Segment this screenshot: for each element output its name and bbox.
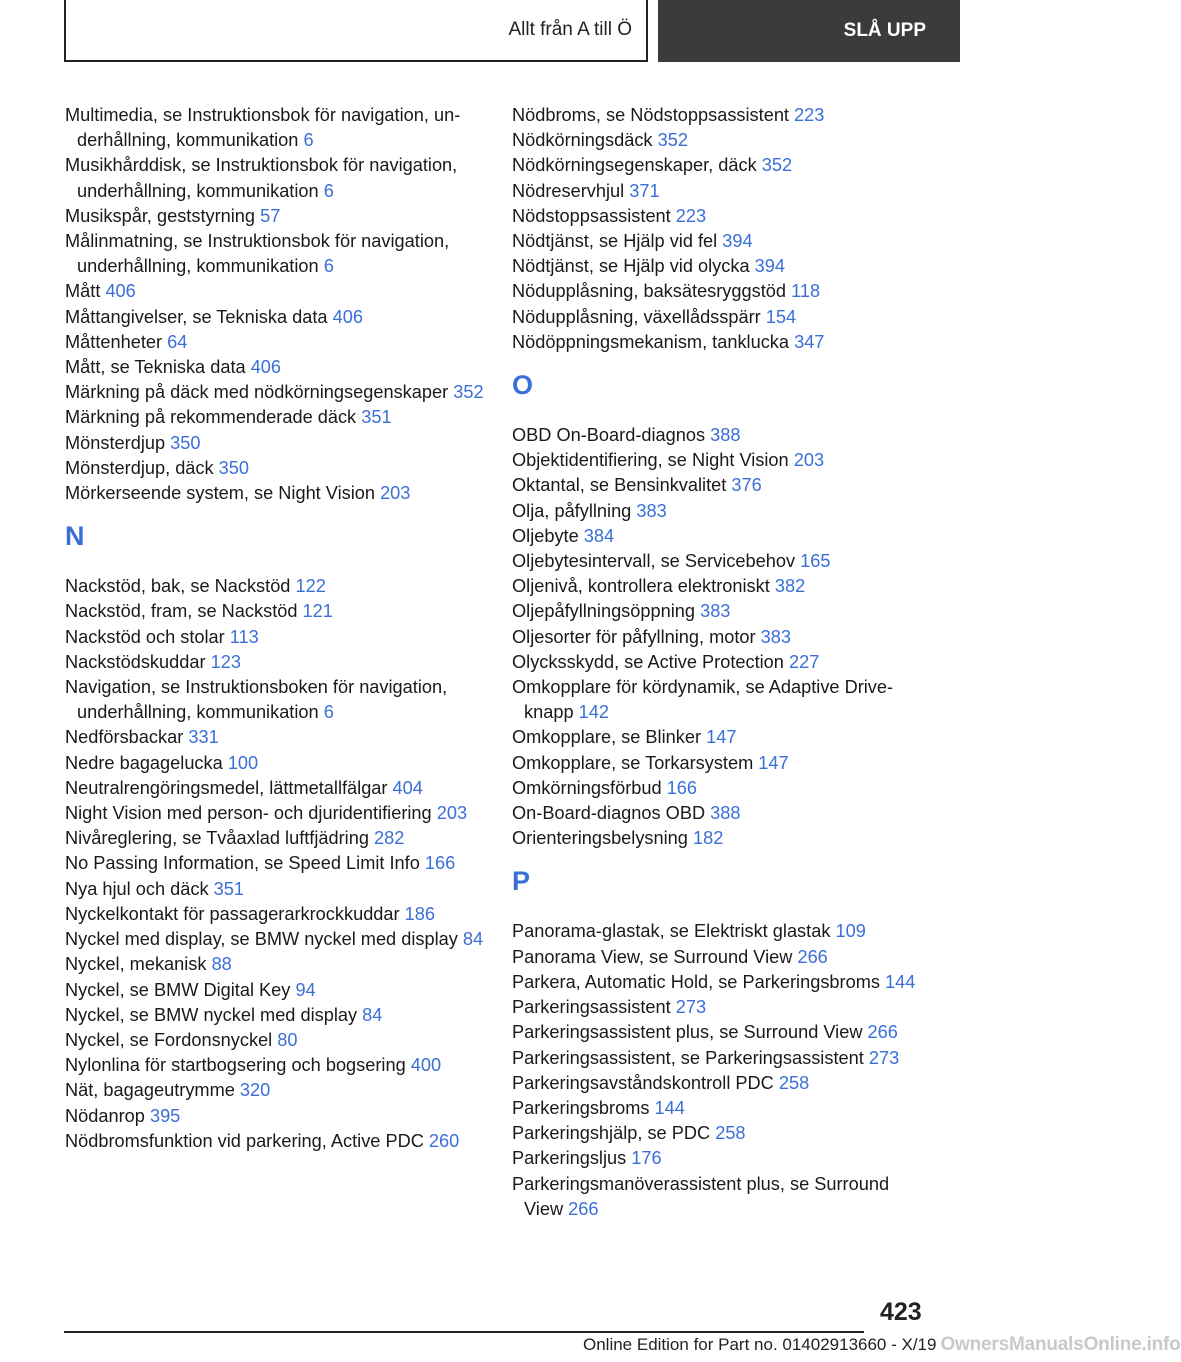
page-link[interactable]: 6 [323,702,334,723]
entry-text: Nyckel med display, se BMW nyckel med display [65,929,458,950]
footer-divider [64,1331,864,1333]
entry-text: Nya hjul och däck [65,878,209,899]
entry-text: Navigation, se Instruktionsboken för navigation, underhållning, kommunikation [65,677,448,723]
page-link[interactable]: 351 [213,878,244,899]
index-entry [65,380,485,405]
entry-text: Måttangivelser, se Tekniska data [65,306,328,327]
index-entry [65,877,485,902]
entry-text: No Passing Information, se Speed Limit Info [65,853,420,874]
page-link[interactable]: 227 [788,651,820,672]
brand-watermark: OwnersManualsOnline.info [940,1334,1181,1355]
page-link[interactable]: 203 [436,803,468,824]
index-entry [512,549,932,574]
page-link[interactable]: 347 [794,331,825,352]
page-link[interactable]: 258 [778,1072,810,1093]
page-link[interactable]: 147 [706,727,737,748]
entry-text: Märkning på rekommenderade däck [65,407,357,428]
index-entry [512,599,932,624]
entry-text: Parkeringsassistent, se Parkeringsassistent [512,1047,864,1068]
index-entry [65,1104,485,1129]
index-entry [65,1053,485,1078]
entry-text: Nödbromsfunktion vid parkering, Active PDC [65,1130,424,1151]
index-entry [65,599,485,624]
page-link[interactable]: 320 [239,1080,271,1101]
entry-text: Parkeringsassistent plus, se Surround View [512,1022,863,1043]
index-entry [512,751,932,776]
page-link[interactable]: 394 [722,231,753,252]
page-link[interactable]: 123 [210,651,241,672]
page-link[interactable]: 404 [392,777,423,798]
index-entry [65,725,485,750]
tab-a-to-z[interactable]: Allt från A till Ö [64,0,648,62]
index-entry [512,1096,932,1121]
page-link[interactable]: 166 [424,853,456,874]
entry-text: Mönsterdjup [65,432,166,453]
page-link[interactable]: 154 [765,306,797,327]
index-entry [512,970,932,995]
page-link[interactable]: 266 [797,946,828,967]
entry-text: Nivåreglering, se Tvåaxlad luftfjädring [65,828,369,849]
entry-text: Omkopplare för kördynamik, se Adaptive Driveknapp [512,677,894,723]
page-link[interactable]: 147 [758,752,789,773]
entry-text: Nödtjänst, se Hjälp vid fel [512,231,718,252]
page-link[interactable]: 352 [657,130,688,151]
index-entry [512,776,932,801]
section-letter: O [512,370,534,401]
index-entry [65,801,485,826]
index-entry [512,1146,932,1171]
entry-text: Nödöppningsmekanism, tanklucka [512,331,790,352]
page-link[interactable]: 182 [692,828,724,849]
page-link[interactable]: 273 [675,997,707,1018]
entry-text: Mörkerseende system, se Night Vision [65,483,375,504]
page-link[interactable]: 176 [631,1148,662,1169]
index-entry [65,625,485,650]
entry-text: Nackstöd och stolar [65,626,225,647]
page-link[interactable]: 394 [754,256,785,277]
page-link[interactable]: 260 [428,1130,460,1151]
entry-text: Nyckel, se BMW nyckel med display [65,1004,358,1025]
index-entry [512,423,932,448]
entry-text: Oljesorter för påfyllning, motor [512,626,756,647]
index-entry [512,330,932,355]
entry-text: Orienteringsbelysning [512,828,688,849]
index-entry [512,826,932,851]
entry-text: Nyckel, mekanisk [65,954,207,975]
index-entry [512,103,932,128]
page-link[interactable]: 84 [462,929,484,950]
index-entry [512,499,932,524]
index-entry [65,927,485,952]
index-entry [65,851,485,876]
page-link[interactable]: 350 [218,457,250,478]
index-entry [512,650,932,675]
entry-text: Nedförsbackar [65,727,184,748]
entry-text: Neutralrengöringsmedel, lättmetallfälgar [65,777,388,798]
page-link[interactable]: 166 [666,777,698,798]
page-link[interactable]: 282 [374,828,405,849]
index-entry [512,473,932,498]
index-entry [65,405,485,430]
page-link[interactable]: 186 [404,903,436,924]
page-link[interactable]: 80 [277,1029,298,1050]
footer [583,1334,1181,1356]
entry-text: Musikhårddisk, se Instruktionsbok för navigation, underhållning, kommunikation [65,155,458,201]
page-link[interactable]: 57 [260,205,281,226]
page-link[interactable]: 144 [885,971,916,992]
page-link[interactable]: 384 [583,525,615,546]
entry-text: Oktantal, se Bensinkvalitet [512,475,727,496]
page-link[interactable]: 118 [791,281,821,302]
entry-text: OBD On-Board-diagnos [512,425,706,446]
index-entry [512,448,932,473]
index-entry [65,776,485,801]
entry-text: Parkeringsavståndskontroll PDC [512,1072,774,1093]
index-entry [512,625,932,650]
entry-text: Nedre bagagelucka [65,752,223,773]
index-entry [512,1071,932,1096]
index-entry [512,675,932,725]
entry-text: On-Board-diagnos OBD [512,803,706,824]
page-link[interactable]: 273 [868,1047,900,1068]
page-link[interactable]: 388 [710,803,741,824]
page-link[interactable]: 223 [794,105,825,125]
entry-text: Nackstöd, bak, se Nackstöd [65,576,291,597]
entry-text: Nödanrop [65,1105,145,1126]
entry-text: Oljebyte [512,525,579,546]
entry-text: Parkeringsmanöverassistent plus, se Surround View [512,1173,890,1219]
page-link[interactable]: 258 [715,1123,746,1144]
index-entry [512,1121,932,1146]
page-link[interactable]: 88 [211,954,232,975]
index-entry [65,902,485,927]
index-entry [512,279,932,304]
entry-text: Nödupplåsning, växellådsspärr [512,306,761,327]
index-entry [512,574,932,599]
index-entry [65,675,485,725]
index-entry [65,456,485,481]
page-link[interactable]: 144 [654,1097,685,1118]
entry-text: Panorama-glastak, se Elektriskt glastak [512,921,831,942]
entry-text: Parkeringsbroms [512,1097,650,1118]
index-entry [512,919,932,944]
entry-text: Märkning på däck med nödkörningsegenskaper [65,382,449,403]
page-link[interactable]: 113 [229,626,259,647]
page-link[interactable]: 121 [302,601,333,622]
entry-text: Multimedia, se Instruktionsbok för navigation, underhållning, kommunikation [65,105,461,151]
index-entry [512,128,932,153]
page-link[interactable]: 266 [867,1022,898,1043]
index-entry [512,801,932,826]
index-column-right [512,103,932,1222]
index-column-left [65,103,485,1154]
entry-text: Parkera, Automatic Hold, se Parkeringsbroms [512,971,880,992]
index-entry [65,330,485,355]
entry-text: Omkörningsförbud [512,777,662,798]
entry-text: Nödbroms, se Nödstoppsassistent [512,105,789,125]
entry-text: Nödtjänst, se Hjälp vid olycka [512,256,750,277]
page-link[interactable]: 371 [629,180,660,201]
tab-lookup[interactable]: SLÅ UPP [658,0,960,62]
page-link[interactable]: 266 [568,1198,599,1219]
entry-text: Omkopplare, se Blinker [512,727,702,748]
index-entry [65,1003,485,1028]
index-entry [512,153,932,178]
index-entry [65,305,485,330]
index-entry [65,826,485,851]
entry-text: Målinmatning, se Instruktionsbok för navigation, underhållning, kommunikation [65,231,450,277]
page-link[interactable]: 352 [761,155,793,176]
page-link[interactable]: 100 [227,752,259,773]
entry-text: Nyckel, se BMW Digital Key [65,979,291,1000]
section-letter: P [512,866,531,897]
index-entry [65,574,485,599]
page-link[interactable]: 142 [578,702,609,723]
entry-text: Mått, se Tekniska data [65,357,246,378]
entry-text: Omkopplare, se Torkarsystem [512,752,754,773]
entry-text: Parkeringshjälp, se PDC [512,1123,711,1144]
entry-text: Nylonlina för startbogsering och bogsering [65,1055,406,1076]
entry-text: Olja, påfyllning [512,500,632,521]
page-link[interactable]: 382 [774,576,806,597]
page-link[interactable]: 406 [250,357,282,378]
page-link[interactable]: 203 [793,450,825,471]
index-entry [512,179,932,204]
page-link[interactable]: 223 [675,205,707,226]
index-entry [512,204,932,229]
index-entry [65,1028,485,1053]
page-link[interactable]: 383 [700,601,731,622]
index-entry [65,229,485,279]
page-link[interactable]: 351 [361,407,392,428]
page-link[interactable]: 109 [835,921,866,942]
index-entry [512,725,932,750]
entry-text: Nät, bagageutrymme [65,1080,235,1101]
page-link[interactable]: 84 [362,1004,383,1025]
index-entry [65,481,485,506]
page-link[interactable]: 383 [636,500,667,521]
entry-text: Nödreservhjul [512,180,625,201]
index-entry [65,1129,485,1154]
index-entry [512,1046,932,1071]
page-link[interactable]: 376 [731,475,762,496]
page-link[interactable]: 94 [295,979,316,1000]
page-link[interactable]: 406 [332,306,363,327]
entry-text: Nyckelkontakt för passagerarkrockkuddar [65,903,400,924]
index-entry [512,229,932,254]
index-entry [65,103,485,153]
entry-text: Måttenheter [65,331,163,352]
page-link[interactable]: 400 [410,1055,442,1076]
entry-text: Parkeringsljus [512,1148,627,1169]
entry-text: Mått [65,281,101,302]
entry-text: Nödkörningsegenskaper, däck [512,155,757,176]
index-entry [65,279,485,304]
entry-text: Olycksskydd, se Active Protection [512,651,784,672]
index-entry [65,355,485,380]
page-link[interactable]: 165 [800,551,831,572]
page-link[interactable]: 350 [170,432,201,453]
page-link[interactable]: 122 [295,576,326,597]
index-entry [512,524,932,549]
entry-text: Nackstöd, fram, se Nackstöd [65,601,298,622]
edition-text: Online Edition for Part no. 01402913660 - X/19 [583,1335,937,1354]
index-entry [65,153,485,203]
page-link[interactable]: 352 [453,382,484,403]
page-link[interactable]: 383 [760,626,792,647]
entry-text: Objektidentifiering, se Night Vision [512,450,789,471]
page-link[interactable]: 6 [323,256,334,277]
page-link[interactable]: 395 [149,1105,181,1126]
index-entry [65,650,485,675]
entry-text: Parkeringsassistent [512,997,671,1018]
index-entry [512,995,932,1020]
index-entry [65,204,485,229]
entry-text: Panorama View, se Surround View [512,946,793,967]
entry-text: Nödkörningsdäck [512,130,653,151]
page-link[interactable]: 64 [167,331,188,352]
entry-text: Oljebytesintervall, se Servicebehov [512,551,796,572]
entry-text: Night Vision med person- och djuridentifiering [65,803,432,824]
index-entry [512,945,932,970]
entry-text: Nackstödskuddar [65,651,206,672]
entry-text: Oljenivå, kontrollera elektroniskt [512,576,770,597]
top-navigation [64,0,960,64]
page-link[interactable]: 331 [188,727,219,748]
entry-text: Oljepåfyllningsöppning [512,601,696,622]
page-number: 423 [880,1298,922,1326]
entry-text: Nödupplåsning, baksätesryggstöd [512,281,787,302]
index-entry [65,751,485,776]
page-link[interactable]: 203 [380,483,411,504]
index-entry [512,1020,932,1045]
entry-text: Nödstoppsassistent [512,205,671,226]
index-entry [65,978,485,1003]
index-entry [65,431,485,456]
page-link[interactable]: 6 [323,180,334,201]
page-link[interactable]: 388 [710,425,741,446]
index-entry [65,1078,485,1103]
entry-text: Musikspår, geststyrning [65,205,256,226]
index-entry [512,254,932,279]
section-letter: N [65,521,85,552]
index-entry [65,952,485,977]
index-entry [512,305,932,330]
entry-text: Mönsterdjup, däck [65,457,214,478]
page-link[interactable]: 406 [105,281,136,302]
index-entry [512,1172,932,1222]
entry-text: Nyckel, se Fordonsnyckel [65,1029,273,1050]
page-link[interactable]: 6 [303,130,314,151]
